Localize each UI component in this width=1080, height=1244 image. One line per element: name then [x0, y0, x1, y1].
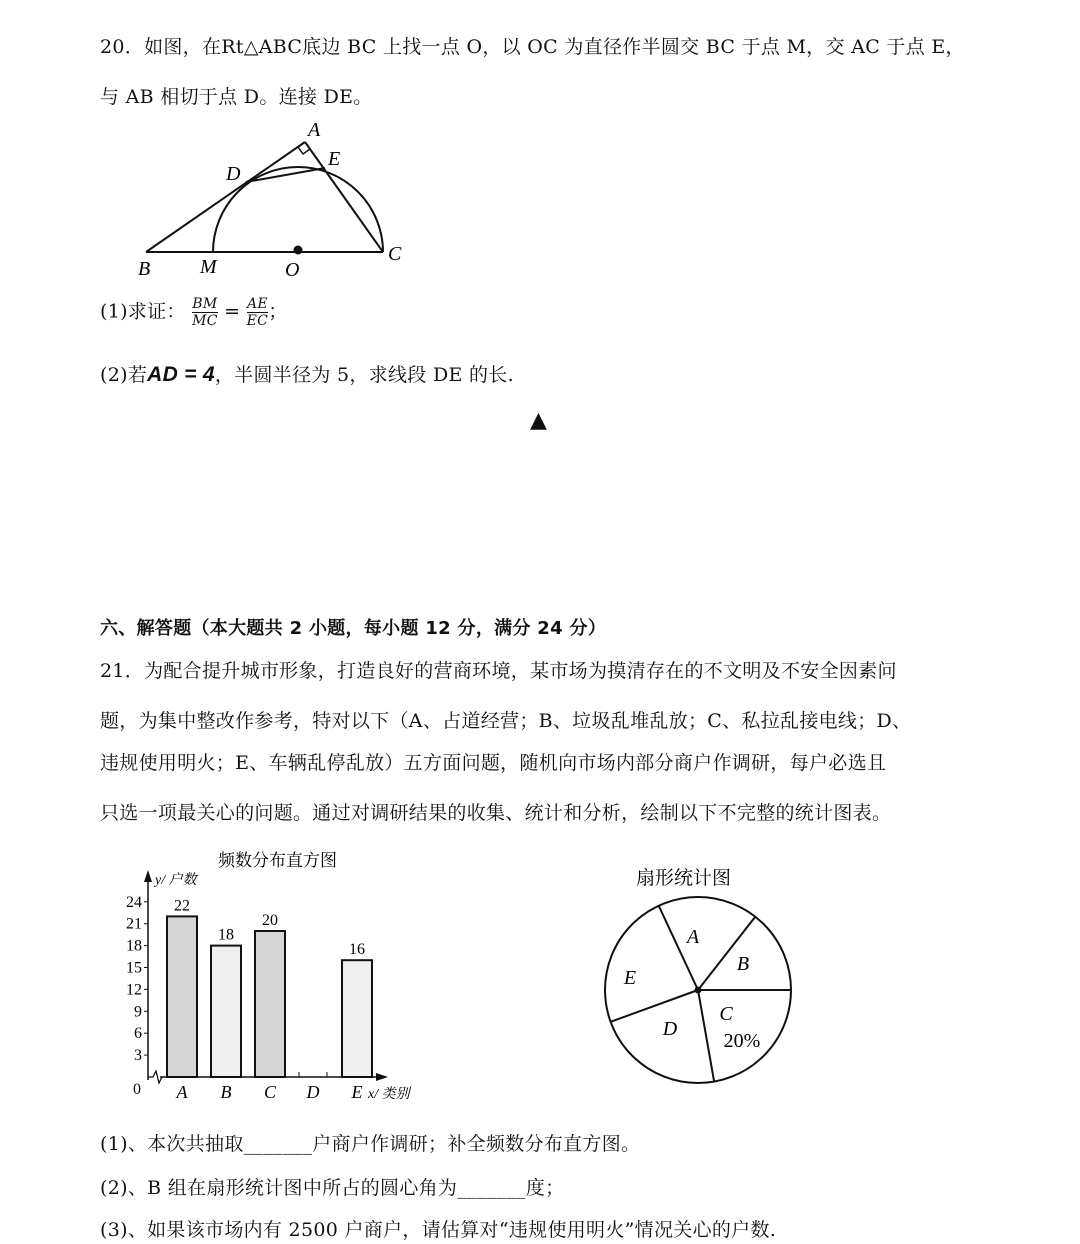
fraction-bm-mc	[192, 296, 218, 329]
axis-break	[148, 1071, 162, 1083]
y-tick-label: 12	[126, 981, 142, 999]
pie-slice-label-D: D	[662, 1018, 678, 1040]
fraction-ae-ec	[247, 296, 269, 329]
x-tick-label: E	[351, 1082, 363, 1102]
y-axis-label: y/ 户数	[155, 873, 197, 888]
pie-slice-label-E: E	[623, 967, 637, 989]
equals-sign: =	[224, 300, 241, 323]
x-tick-label: D	[306, 1082, 320, 1102]
x-axis-label: x/ 类别	[368, 1087, 410, 1102]
y-tick-label: 6	[134, 1025, 142, 1043]
q21-question-1: (1)、本次共抽取_______户商户作调研；补全频数分布直方图。	[100, 1133, 641, 1155]
bar-C	[255, 931, 285, 1077]
segment-ac	[305, 142, 383, 252]
x-axis-arrow	[376, 1073, 388, 1081]
label-d: D	[226, 163, 241, 185]
pie-slice-label-C: C	[719, 1003, 733, 1025]
frac2-denominator: EC	[246, 313, 269, 329]
pie-annotation-c: 20%	[723, 1030, 761, 1052]
pie-slice-label-A: A	[686, 926, 700, 948]
q21-question-3: (3)、如果该市场内有 2500 户商户，请估算对“违规使用明火”情况关心的户数.	[100, 1219, 777, 1241]
q21-question-2: (2)、B 组在扇形统计图中所占的圆心角为_______度；	[100, 1177, 565, 1199]
x-tick-label: B	[220, 1082, 232, 1102]
part2-prefix: (2)若	[100, 364, 148, 386]
label-m: M	[200, 256, 217, 278]
q21-line: 题，为集中整改作参考，特对以下（A、占道经营；B、垃圾乱堆乱放；C、私拉乱接电线；D、	[100, 710, 912, 732]
bar-data-label: 20	[262, 912, 278, 929]
bar-E	[342, 960, 372, 1077]
part1-suffix: ；	[268, 300, 288, 323]
y-tick-label: 15	[126, 959, 142, 977]
bar-data-label: 22	[174, 897, 190, 915]
y-tick-label: 9	[134, 1003, 142, 1021]
bar-chart	[126, 851, 413, 1102]
q21-line: 21．为配合提升城市形象，打造良好的营商环境，某市场为摸清存在的不文明及不安全因素问	[100, 660, 897, 682]
segment-ab	[146, 142, 305, 252]
part2-math: AD = 4	[147, 363, 215, 386]
pie-chart-title: 扇形统计图	[636, 868, 732, 889]
x-tick-label: A	[176, 1082, 188, 1102]
pie-slice-boundary	[698, 990, 714, 1082]
origin-label: 0	[133, 1081, 141, 1098]
part1-prefix: (1)求证：	[100, 300, 186, 323]
y-tick-label: 18	[126, 937, 142, 955]
q21-line: 只选一项最关心的问题。通过对调研结果的收集、统计和分析，绘制以下不完整的统计图表。	[100, 802, 892, 824]
y-axis-arrow	[144, 870, 152, 882]
pie-slice-boundary	[611, 990, 698, 1022]
pie-center	[695, 987, 702, 994]
frac1-denominator: MC	[192, 313, 218, 329]
label-e: E	[328, 148, 341, 170]
frac1-numerator: BM	[192, 296, 218, 312]
bar-data-label: 16	[349, 941, 365, 959]
q21-line: 违规使用明火；E、车辆乱停乱放）五方面问题，随机向市场内部分商户作调研，每户必选且	[100, 752, 887, 774]
geometry-figure	[146, 142, 383, 254]
y-tick-label: 21	[126, 915, 142, 933]
q20-part2	[100, 360, 514, 387]
y-tick-label: 24	[126, 893, 142, 911]
bar-B	[211, 946, 241, 1077]
x-tick-label: C	[263, 1082, 277, 1102]
pie-chart	[605, 867, 791, 1083]
section-6-title: 六、解答题（本大题共 2 小题，每小题 12 分，满分 24 分）	[100, 618, 607, 639]
triangle-marker: ▲	[530, 408, 548, 433]
label-a: A	[308, 119, 321, 141]
q20-line2: 与 AB 相切于点 D。连接 DE。	[100, 86, 373, 108]
y-tick-label: 3	[134, 1047, 142, 1065]
pie-slice-label-B: B	[736, 953, 750, 975]
point-o	[295, 247, 302, 254]
bar-chart-title: 频数分布直方图	[218, 851, 337, 870]
q20-line1: 20．如图，在Rt△ABC底边 BC 上找一点 O，以 OC 为直径作半圆交 BC 于点 M，交 AC 于点 E，	[100, 36, 965, 58]
part2-suffix: ，半圆半径为 5，求线段 DE 的长.	[214, 364, 514, 386]
label-b: B	[138, 258, 151, 280]
bar-A	[167, 916, 197, 1077]
label-o: O	[285, 259, 300, 281]
frac2-numerator: AE	[246, 296, 268, 312]
label-c: C	[388, 243, 402, 265]
q20-part1	[100, 296, 288, 329]
bar-data-label: 18	[218, 926, 234, 944]
